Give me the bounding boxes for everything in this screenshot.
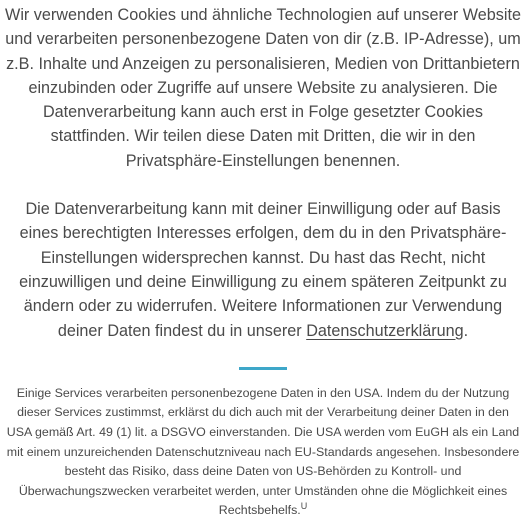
accent-divider [239,367,287,370]
us-data-transfer-notice [4,384,522,521]
consent-paragraph-2-end: . [463,321,469,340]
consent-paragraph-2-text: Die Datenverarbeitung kann mit deiner Einwilligung oder auf Basis eines berechtigten Interesses erfolgen, dem du in den Privatsphäre-Einstellungen widersprechen kannst. Du hast das Recht, nicht einzuwilligen und deine Einwilligung zu einem späteren Zeitpunkt zu ändern oder zu widerrufen. Weitere Informationen zur Verwendung deiner Daten findest du in unserer [19,200,507,340]
consent-main-text [4,0,522,343]
privacy-policy-link[interactable]: Datenschutzerklärung [306,321,464,340]
us-notice-text: Einige Services verarbeiten personenbezogene Daten in den USA. Indem du der Nutzung dieser Services zustimmst, erklärst du dich auch mit der Verarbeitung deiner Daten in den USA gemäß Art. 49 (1) lit. a DSGVO einverstanden. Die USA werden vom EuGH als ein Land mit einem unzureichenden Datenschutzniveau nach EU-Standards angesehen. Insbesondere besteht das Risiko, dass deine Daten von US-Behörden zu Kontroll- und Überwachungszwecken verarbeitet werden, unter Umständen ohne die Möglichkeit eines Rechtsbehelfs. [6,385,520,518]
us-notice-marker: U [300,501,308,512]
consent-paragraph-1: Wir verwenden Cookies und ähnliche Technologien auf unserer Website und verarbeiten personenbezogene Daten von dir (z.B. IP-Adresse), um z.B. Inhalte und Anzeigen zu personalisieren, Medien von Drittanbietern einzubinden oder Zugriffe auf unsere Website zu analysieren. Die Datenverarbeitung kann auch erst in Folge gesetzter Cookies stattfinden. Wir teilen diese Daten mit Dritten, die wir in den Privatsphäre-Einstellungen benennen. [5,6,521,170]
consent-paragraph-2 [4,197,522,343]
